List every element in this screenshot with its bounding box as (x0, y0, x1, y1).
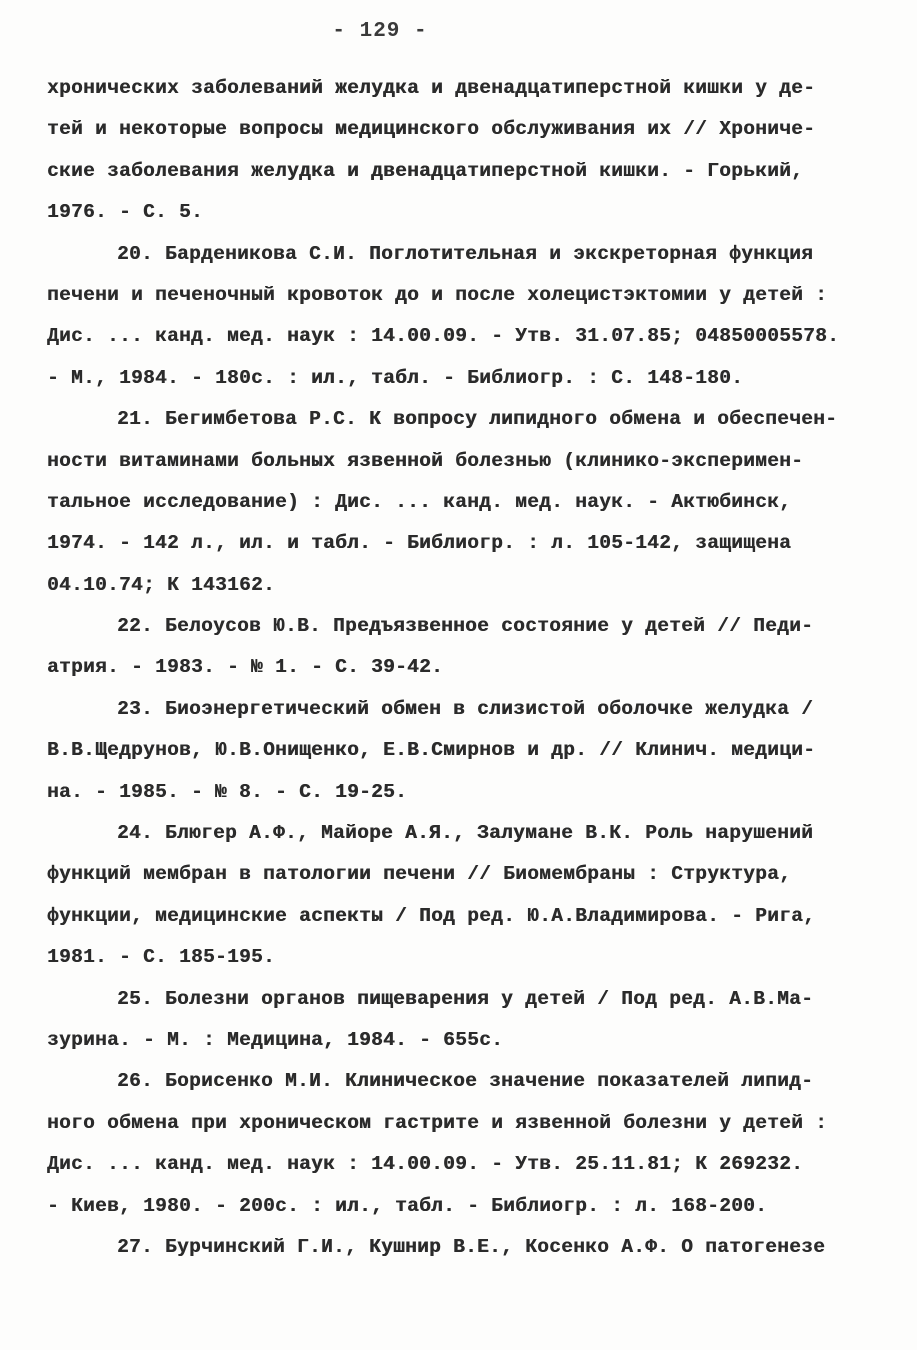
text-line: Дис. ... канд. мед. наук : 14.00.09. - Утв. 25.11.81; К 269232. (47, 1153, 804, 1176)
text-line: 1981. - С. 185-195. (47, 946, 276, 969)
text-line: ские заболевания желудка и двенадцатиперстной кишки. - Горький, (47, 159, 804, 182)
text-line: 1976. - С. 5. (47, 201, 204, 224)
text-line: 04.10.74; К 143162. (47, 573, 276, 596)
text-line: 26. Борисенко М.И. Клиническое значение показателей липид- (117, 1070, 814, 1093)
text-line: ности витаминами больных язвенной болезнью (клинико-эксперимен- (47, 449, 804, 472)
text-line: 20. Барденикова С.И. Поглотительная и экскреторная функция (117, 242, 814, 265)
text-line: атрия. - 1983. - № 1. - С. 39-42. (47, 656, 444, 679)
text-line: 27. Бурчинский Г.И., Кушнир В.Е., Косенко А.Ф. О патогенезе (117, 1235, 826, 1258)
text-line: тальное исследование) : Дис. ... канд. мед. наук. - Актюбинск, (47, 490, 792, 513)
text-line: тей и некоторые вопросы медицинского обслуживания их // Хрониче- (47, 118, 816, 141)
text-line: 22. Белоусов Ю.В. Предъязвенное состояние у детей // Педи- (117, 615, 814, 638)
text-line: ного обмена при хроническом гастрите и язвенной болезни у детей : (47, 1111, 828, 1134)
text-line: 23. Биоэнергетический обмен в слизистой оболочке желудка / (117, 697, 814, 720)
text-line: печени и печеночный кровоток до и после холецистэктомии у детей : (47, 283, 828, 306)
text-line: 1974. - 142 л., ил. и табл. - Библиогр. : л. 105-142, защищена (47, 532, 792, 555)
text-line: функции, медицинские аспекты / Под ред. Ю.А.Владимирова. - Рига, (47, 904, 816, 927)
text-line: - М., 1984. - 180с. : ил., табл. - Библиогр. : С. 148-180. (47, 366, 744, 389)
bibliography-text (47, 68, 877, 1268)
text-line: функций мембран в патологии печени // Биомембраны : Структура, (47, 863, 792, 886)
text-line: хронических заболеваний желудка и двенадцатиперстной кишки у де- (47, 77, 816, 99)
text-line: на. - 1985. - № 8. - С. 19-25. (47, 780, 408, 803)
page-number: - 129 - (332, 20, 428, 43)
text-line: 24. Блюгер А.Ф., Майоре А.Я., Залуманe В.К. Роль нарушений (117, 822, 814, 845)
text-line: 25. Болезни органов пищеварения у детей / Под ред. А.В.Ма- (117, 987, 814, 1010)
text-line: Дис. ... канд. мед. наук : 14.00.09. - Утв. 31.07.85; 04850005578. (47, 325, 840, 348)
text-line: зурина. - М. : Медицина, 1984. - 655с. (47, 1028, 504, 1051)
text-line: В.В.Щедрунов, Ю.В.Онищенко, Е.В.Смирнов и др. // Клинич. медици- (47, 739, 816, 762)
text-line: 21. Бегимбетова Р.С. К вопросу липидного обмена и обеспечен- (117, 408, 838, 431)
text-line: - Киев, 1980. - 200с. : ил., табл. - Библиогр. : л. 168-200. (47, 1194, 768, 1217)
